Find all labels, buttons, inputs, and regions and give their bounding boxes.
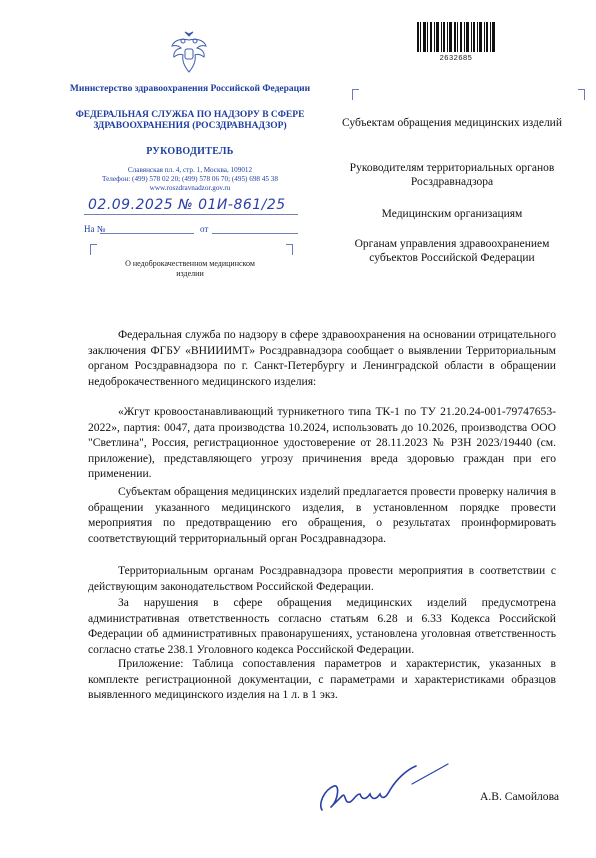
website: www.roszdravnadzor.gov.ru <box>149 184 231 192</box>
recipient-4: Органам управления здравоохранением субъектов Российской Федерации <box>354 238 550 264</box>
corner-mark <box>90 244 97 255</box>
barcode-number: 2632685 <box>439 53 473 62</box>
body-paragraph-territorial: Территориальным органам Росздравнадзора провести мероприятия в соответствии с действующим законодательством Российской Федерации. <box>88 564 556 593</box>
attachment-note: Приложение: Таблица сопоставления параметров и характеристик, указанных в комплекте регистрационной документации, с параметрами и характеристиками образцов выявленного медицинского изделия на 1 л. в 1 экз. <box>88 657 556 702</box>
signatory-name: А.В. Самойлова <box>480 790 560 803</box>
recipient-2: Руководителям территориальных органов Росздравнадзора <box>349 162 555 188</box>
reference-number-line <box>100 233 194 234</box>
address: Славянская пл. 4, стр. 1, Москва, 109012 <box>127 166 253 174</box>
corner-mark <box>286 244 293 255</box>
coat-of-arms-icon <box>168 30 210 76</box>
registration-number: 02.09.2025 № 01И-861/25 <box>88 197 286 213</box>
reference-date-line <box>212 233 298 234</box>
reference-label: На № <box>84 224 106 234</box>
corner-mark <box>352 89 359 100</box>
body-paragraph-subjects: Субъектам обращения медицинских изделий предлагается провести проверку наличия в обращении указанного медицинского изделия, в установленном порядке провести мероприятия по предотвращению его обращения, о результатах проинформировать соответствующий территориальный орган Росздравнадзора. <box>88 485 556 545</box>
barcode-icon <box>417 22 495 52</box>
body-paragraph-product: «Жгут кровоостанавливающий турникетного типа ТК-1 по ТУ 21.20.24-001-79747653-2022», партия: 0047, дата производства 10.2024, использовать до 10.2026, производства ООО "Светлина", Россия, регистрационное удостоверение от 28.11.2023 № РЗН 2023/19440 (см. приложение), представляющего угрозу причинения вреда здоровью граждан при его применении. <box>88 405 556 481</box>
body-paragraph-intro: Федеральная служба по надзору в сфере здравоохранения на основании отрицательного заключения ФГБУ «ВНИИИМТ» Росздравнадзора сообщает о выявлении Территориальным органом Росздравнадзора по г. Санкт-Петербургу и Ленинградской области в обращении недоброкачественного медицинского изделия: <box>88 328 556 388</box>
body-paragraph-liability: За нарушения в сфере обращения медицинских изделий предусмотрена административная ответственность согласно статьям 6.28 и 6.33 Кодекса Российской Федерации об административных правонарушениях, установлена уголовная ответственность согласно статье 238.1 Уголовного кодекса Российской Федерации. <box>88 596 556 656</box>
letter-subject: О недоброкачественном медицинском изделии <box>125 259 255 278</box>
recipient-1: Субъектам обращения медицинских изделий <box>341 117 562 129</box>
handwritten-signature <box>316 760 456 820</box>
head-title: РУКОВОДИТЕЛЬ <box>146 146 234 157</box>
registration-underline <box>84 214 298 215</box>
ministry-name: Министерство здравоохранения Российской Федерации <box>69 84 311 94</box>
phones: Телефон: (499) 578 02 20; (499) 578 06 70; (495) 698 45 38 <box>102 175 278 183</box>
service-name: ФЕДЕРАЛЬНАЯ СЛУЖБА ПО НАДЗОРУ В СФЕРЕ ЗДРАВООХРАНЕНИЯ (РОСЗДРАВНАДЗОР) <box>75 110 305 131</box>
recipient-3: Медицинским организациям <box>381 208 523 220</box>
corner-mark <box>578 89 585 100</box>
address-block <box>60 166 320 193</box>
reference-date-label: от <box>200 224 209 234</box>
